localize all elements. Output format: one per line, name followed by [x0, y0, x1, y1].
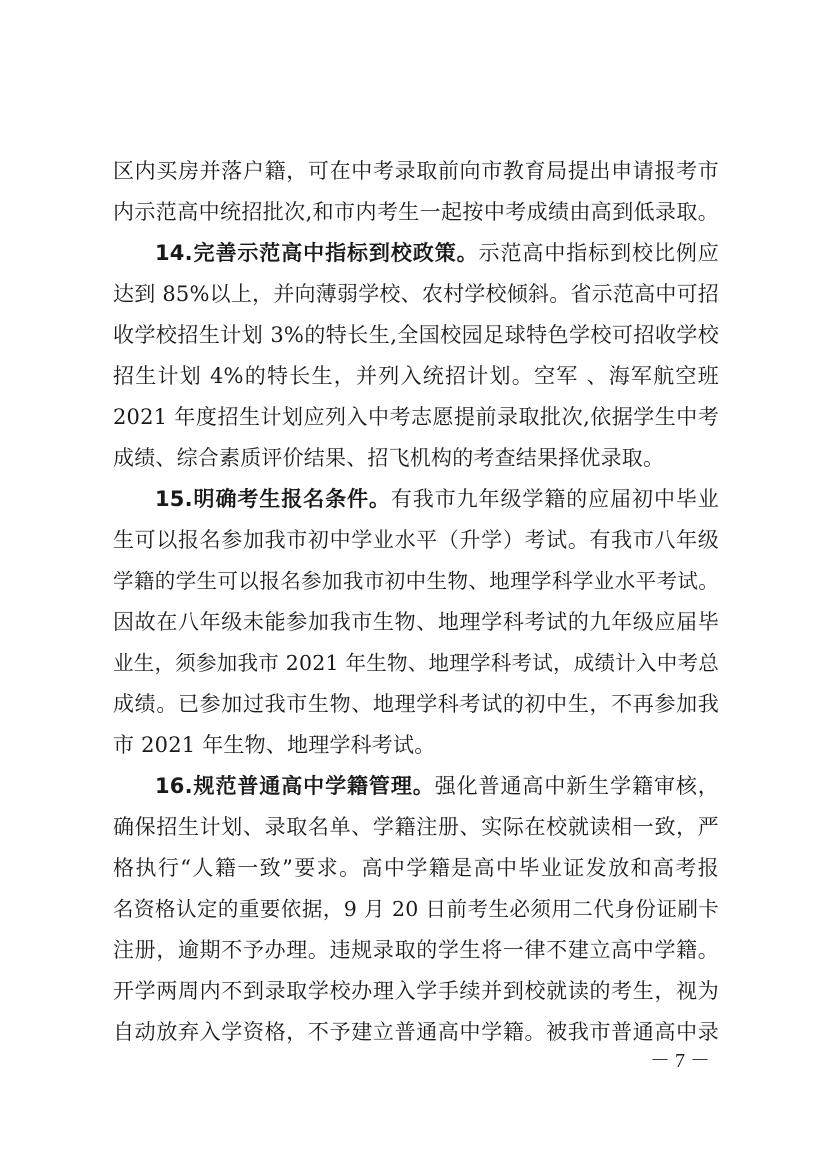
paragraph-line: 内示范高中统招批次,和市内考生一起按中考成绩由高到低录取。 — [113, 200, 719, 224]
page-number: － 7 － — [650, 1050, 710, 1072]
paragraph-line: 自动放弃入学资格，不予建立普通高中学籍。被我市普通高中录 — [113, 1020, 719, 1044]
paragraph-line: 区内买房并落户籍，可在中考录取前向市教育局提出申请报考市 — [113, 159, 719, 183]
paragraph-line: 确保招生计划、录取名单、学籍注册、实际在校就读相一致，严 — [113, 815, 719, 839]
paragraph-line: 收学校招生计划 3%的特长生,全国校园足球特色学校可招收学校 — [113, 323, 719, 347]
paragraph-line: 成绩、综合素质评价结果、招飞机构的考查结果择优录取。 — [113, 446, 665, 470]
section-15-text: 有我市九年级学籍的应届初中毕业 — [390, 487, 719, 511]
paragraph-line: 学籍的学生可以报名参加我市初中生物、地理学科学业水平考试。 — [113, 569, 719, 593]
section-16-text: 强化普通高中新生学籍审核， — [434, 774, 719, 798]
section-14-heading: 14.完善示范高中指标到校政策。 — [155, 241, 479, 265]
section-15-heading: 15.明确考生报名条件。 — [155, 487, 391, 511]
section-16-heading-line — [155, 771, 719, 801]
paragraph-line: 2021 年度招生计划应列入中考志愿提前录取批次,依据学生中考 — [113, 405, 719, 429]
section-14-heading-line — [155, 238, 719, 268]
section-16-heading: 16.规范普通高中学籍管理。 — [155, 774, 435, 798]
paragraph-line: 成绩。已参加过我市生物、地理学科考试的初中生，不再参加我 — [113, 692, 719, 716]
paragraph-line: 格执行“人籍一致”要求。高中学籍是高中毕业证发放和高考报 — [113, 856, 719, 880]
section-15-heading-line — [155, 484, 719, 514]
section-14-text: 示范高中指标到校比例应 — [478, 241, 719, 265]
paragraph-line: 业生，须参加我市 2021 年生物、地理学科考试，成绩计入中考总 — [113, 651, 719, 675]
paragraph-line: 注册，逾期不予办理。违规录取的学生将一律不建立高中学籍。 — [113, 938, 719, 962]
paragraph-line: 名资格认定的重要依据，9 月 20 日前考生必须用二代身份证刷卡 — [113, 897, 719, 921]
paragraph-line: 因故在八年级未能参加我市生物、地理学科考试的九年级应届毕 — [113, 610, 719, 634]
paragraph-line: 达到 85%以上，并向薄弱学校、农村学校倾斜。省示范高中可招 — [113, 282, 719, 306]
paragraph-line: 生可以报名参加我市初中学业水平（升学）考试。有我市八年级 — [113, 528, 719, 552]
paragraph-line: 开学两周内不到录取学校办理入学手续并到校就读的考生，视为 — [113, 979, 719, 1003]
paragraph-line: 市 2021 年生物、地理学科考试。 — [113, 733, 436, 757]
paragraph-line: 招生计划 4%的特长生，并列入统招计划。空军 、海军航空班 — [113, 364, 719, 388]
